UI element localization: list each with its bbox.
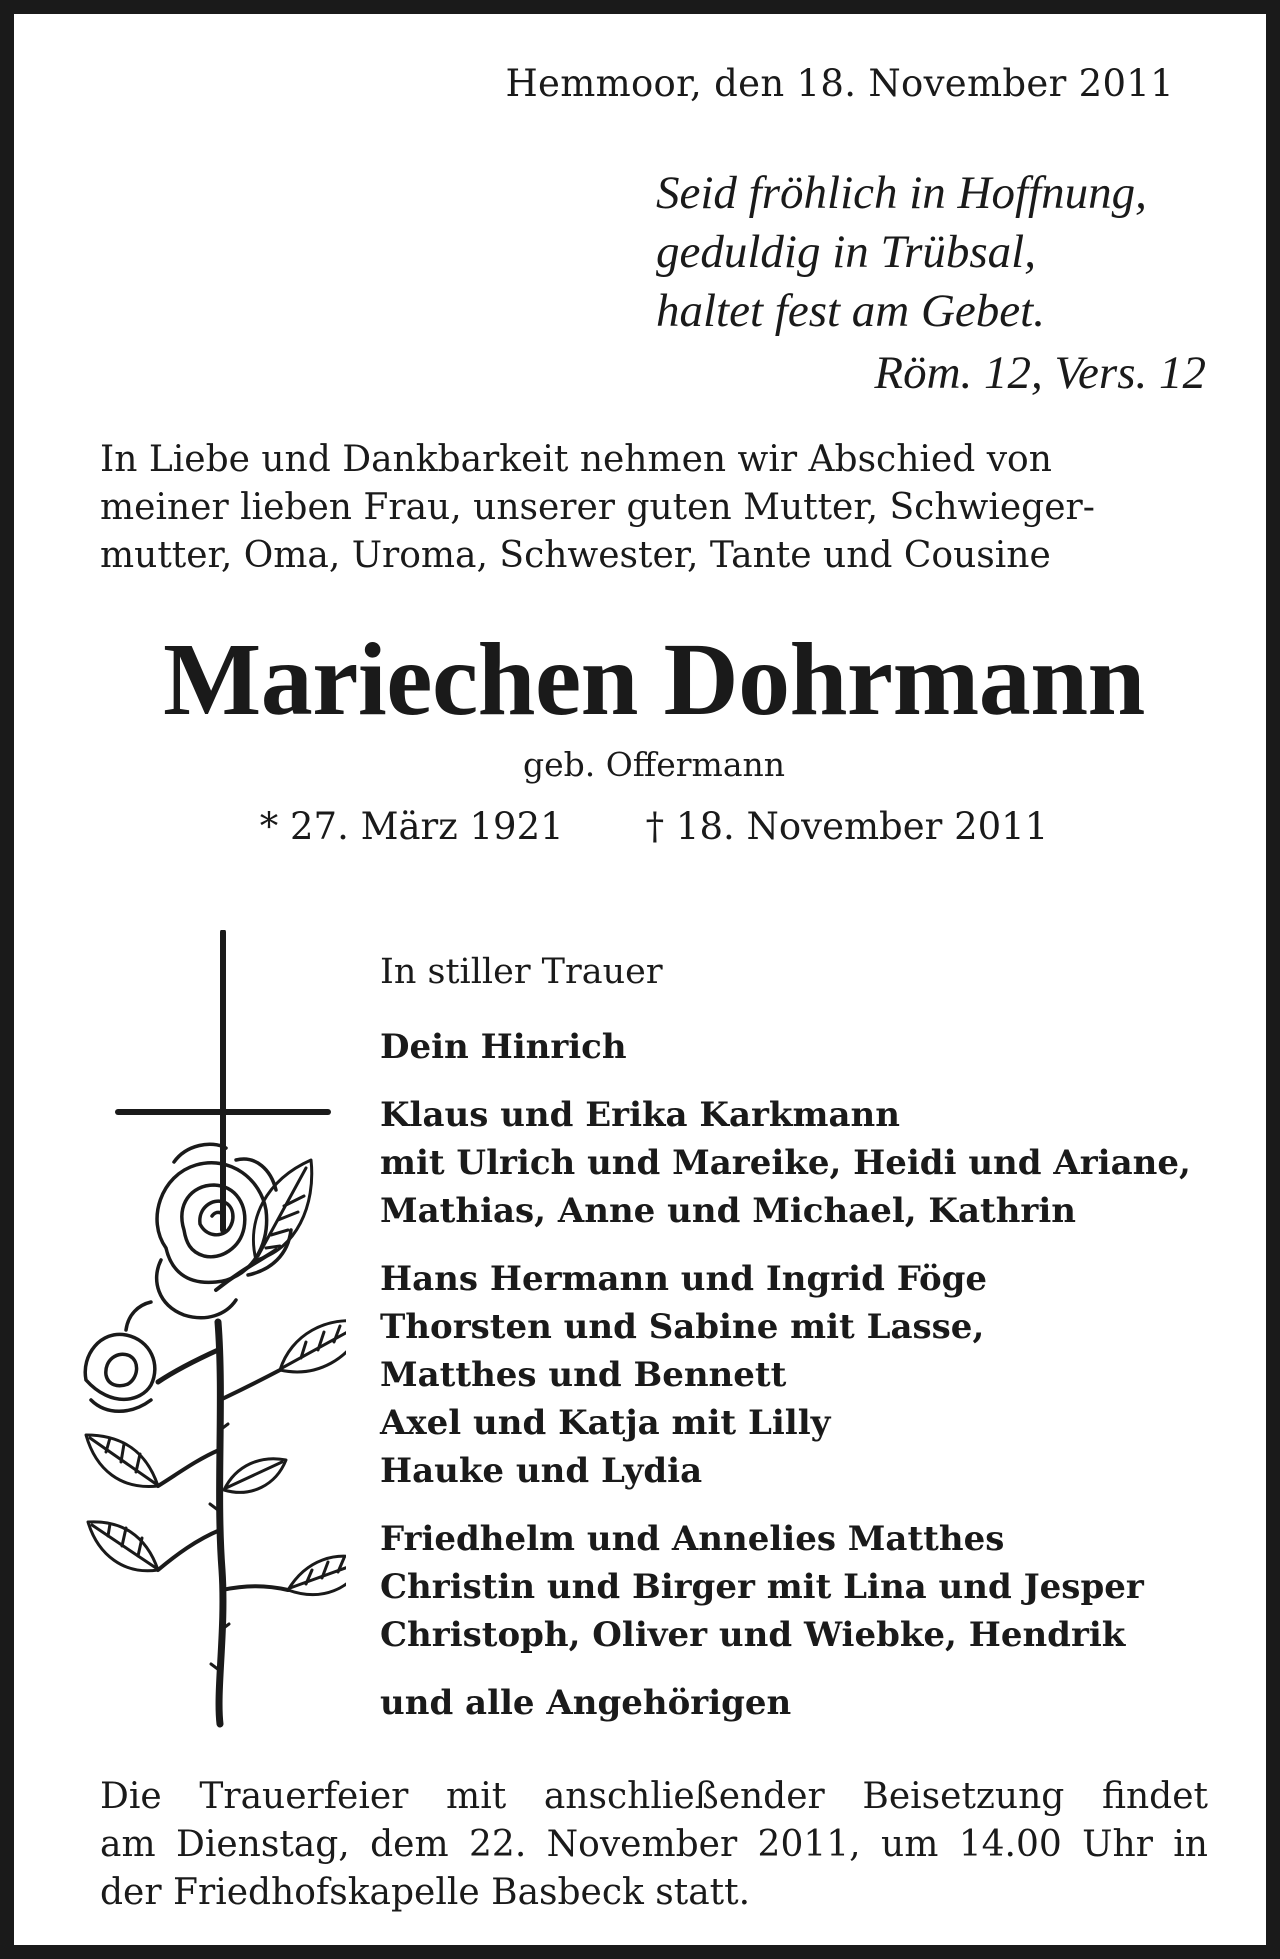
- mourner-line: Christin und Birger mit Lina und Jesper: [380, 1567, 1144, 1607]
- maiden-name: geb. Offermann: [522, 745, 786, 784]
- mourner-line: Matthes und Bennett: [380, 1355, 787, 1395]
- mourner-line: Klaus und Erika Karkmann: [380, 1095, 900, 1135]
- intro-line: In Liebe und Dankbarkeit nehmen wir Abschied von: [100, 439, 1052, 480]
- mourner-line: Dein Hinrich: [380, 1027, 627, 1067]
- intro-text: [100, 436, 1208, 580]
- cross-with-rose-icon: [66, 930, 346, 1730]
- verse-line: Seid fröhlich in Hoffnung,: [656, 167, 1147, 219]
- mourner-line: Hauke und Lydia: [380, 1451, 703, 1491]
- mourner-line: Mathias, Anne und Michael, Kathrin: [380, 1191, 1076, 1231]
- mourner-line: und alle Angehörigen: [380, 1683, 792, 1723]
- life-dates: [14, 804, 1280, 850]
- birth-date: * 27. März 1921: [259, 805, 564, 848]
- place-date: Hemmoor, den 18. November 2011: [505, 62, 1174, 105]
- mourning-lead: In stiller Trauer: [380, 952, 663, 992]
- funeral-line: der Friedhofskapelle Basbeck statt.: [100, 1872, 751, 1913]
- intro-line: mutter, Oma, Uroma, Schwester, Tante und Cousine: [100, 535, 1051, 576]
- mourner-group: [380, 1515, 1230, 1659]
- funeral-line: am Dienstag, dem 22. November 2011, um 14.00 Uhr in: [100, 1824, 1208, 1865]
- bible-verse: [656, 164, 1216, 403]
- verse-line: geduldig in Trübsal,: [656, 226, 1036, 278]
- mourner-line: Thorsten und Sabine mit Lasse,: [380, 1307, 985, 1347]
- mourner-line: Axel und Katja mit Lilly: [380, 1403, 831, 1443]
- funeral-line: Die Trauerfeier mit anschließender Beisetzung findet: [100, 1776, 1208, 1817]
- deceased-name: Mariechen Dohrmann: [163, 622, 1145, 737]
- verse-line: haltet fest am Gebet.: [656, 285, 1045, 337]
- mourner-group: [380, 1679, 1230, 1727]
- mourner-line: mit Ulrich und Mareike, Heidi und Ariane,: [380, 1143, 1191, 1183]
- mourner-group: [380, 1091, 1230, 1235]
- mourner-line: Friedhelm und Annelies Matthes: [380, 1519, 1005, 1559]
- death-date: † 18. November 2011: [645, 805, 1049, 848]
- intro-line: meiner lieben Frau, unserer guten Mutter, Schwieger-: [100, 487, 1095, 528]
- mourner-line: Hans Hermann und Ingrid Föge: [380, 1259, 988, 1299]
- mourners-list: [380, 948, 1230, 1747]
- mourner-group: [380, 1023, 1230, 1071]
- funeral-info: [100, 1773, 1208, 1917]
- mourner-group: [380, 1255, 1230, 1495]
- verse-reference: Röm. 12, Vers. 12: [874, 347, 1206, 399]
- mourner-line: Christoph, Oliver und Wiebke, Hendrik: [380, 1615, 1126, 1655]
